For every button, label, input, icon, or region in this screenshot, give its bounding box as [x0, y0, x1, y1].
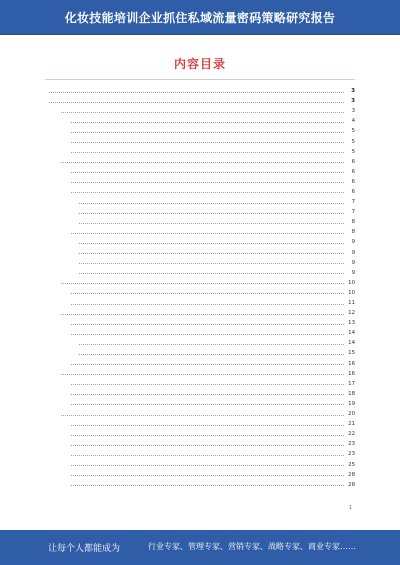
toc-dot-leader — [71, 394, 344, 395]
toc-entry-page: 10 — [348, 289, 355, 296]
toc-entry[interactable] — [45, 167, 355, 177]
toc-dot-leader — [49, 92, 344, 93]
toc-entry-page: 5 — [351, 128, 355, 135]
toc-entry-page: 6 — [351, 188, 355, 195]
toc-dot-leader — [61, 374, 344, 375]
toc-dot-leader — [71, 122, 344, 123]
toc-entry-page: 5 — [351, 148, 355, 155]
toc-entry[interactable] — [45, 217, 355, 227]
toc-dot-leader — [71, 172, 344, 173]
toc-dot-leader — [71, 465, 344, 466]
toc-entry[interactable] — [45, 470, 355, 480]
toc-entry-page: 8 — [351, 229, 355, 236]
toc-entry-page: 23 — [348, 451, 355, 458]
toc-dot-leader — [71, 334, 344, 335]
report-title: 化妆技能培训企业抓住私域流量密码策略研究报告 — [64, 11, 336, 25]
toc-entry-page: 5 — [351, 138, 355, 145]
toc-entry[interactable] — [45, 207, 355, 217]
toc-entry-page: 8 — [351, 219, 355, 226]
page-number: 1 — [348, 505, 352, 511]
toc-entry-page: 3 — [351, 98, 355, 105]
toc-entry[interactable] — [45, 227, 355, 237]
toc-entry-page: 6 — [351, 168, 355, 175]
toc-entry[interactable] — [45, 157, 355, 167]
toc-entry-page: 7 — [351, 209, 355, 216]
toc-entry-page: 9 — [351, 239, 355, 246]
toc-entry[interactable] — [45, 389, 355, 399]
toc-entry-page: 17 — [348, 380, 355, 387]
toc-entry-page: 28 — [348, 481, 355, 488]
toc-dot-leader — [79, 253, 344, 254]
toc-dot-leader — [79, 354, 344, 355]
toc-entry-page: 4 — [351, 118, 355, 125]
toc-dot-leader — [79, 243, 344, 244]
toc-entry[interactable] — [45, 308, 355, 318]
toc-dot-leader — [71, 445, 344, 446]
toc-dot-leader — [71, 455, 344, 456]
toc-entry[interactable] — [45, 268, 355, 278]
toc-entry-page: 28 — [348, 471, 355, 478]
toc-entry[interactable] — [45, 449, 355, 459]
toc-dot-leader — [71, 404, 344, 405]
toc-dot-leader — [71, 304, 344, 305]
toc-entry[interactable] — [45, 419, 355, 429]
toc-entry[interactable] — [45, 126, 355, 136]
toc-entry-page: 15 — [348, 350, 355, 357]
toc-dot-leader — [79, 203, 344, 204]
toc-entry[interactable] — [45, 409, 355, 419]
toc-entry-page: 20 — [348, 411, 355, 418]
toc-dot-leader — [71, 293, 344, 294]
toc-dot-leader — [71, 132, 344, 133]
toc-entry[interactable] — [45, 288, 355, 298]
footer-banner — [0, 530, 400, 565]
toc-entry-page: 6 — [351, 158, 355, 165]
toc-dot-leader — [61, 415, 344, 416]
toc-entry-page: 13 — [348, 320, 355, 327]
toc-entry-page: 22 — [348, 431, 355, 438]
toc-entry[interactable] — [45, 318, 355, 328]
toc-entry-page: 9 — [351, 269, 355, 276]
toc-entry[interactable] — [45, 399, 355, 409]
toc-entry-page: 23 — [348, 441, 355, 448]
toc-dot-leader — [79, 273, 344, 274]
toc-dot-leader — [71, 324, 344, 325]
toc-entry-page: 14 — [348, 340, 355, 347]
toc-entry[interactable] — [45, 298, 355, 308]
toc-entry-page: 16 — [348, 360, 355, 367]
toc-dot-leader — [61, 112, 344, 113]
toc-dot-leader — [49, 102, 344, 103]
footer-tagline: 行业专家、管理专家、营销专家、战略专家、商业专家…… — [148, 542, 356, 551]
toc-entry[interactable] — [45, 328, 355, 338]
toc-entry-page: 9 — [351, 259, 355, 266]
toc-dot-leader — [71, 192, 344, 193]
toc-entry[interactable] — [45, 106, 355, 116]
toc-dot-leader — [71, 475, 344, 476]
toc-entry[interactable] — [45, 248, 355, 258]
toc-dot-leader — [71, 142, 344, 143]
toc-dot-leader — [79, 263, 344, 264]
toc-dot-leader — [79, 213, 344, 214]
toc-entry[interactable] — [45, 258, 355, 268]
toc-entry-page: 6 — [351, 178, 355, 185]
toc-entry-page: 9 — [351, 249, 355, 256]
toc-entry-page: 7 — [351, 199, 355, 206]
toc-dot-leader — [71, 364, 344, 365]
table-of-contents — [45, 86, 355, 490]
header-banner — [0, 0, 400, 34]
toc-entry-page: 3 — [351, 108, 355, 115]
toc-dot-leader — [71, 435, 344, 436]
toc-entry[interactable] — [45, 116, 355, 126]
toc-entry[interactable] — [45, 177, 355, 187]
toc-dot-leader — [61, 283, 344, 284]
toc-entry[interactable] — [45, 348, 355, 358]
toc-entry-page: 3 — [351, 88, 355, 95]
toc-entry[interactable] — [45, 369, 355, 379]
toc-dot-leader — [79, 344, 344, 345]
toc-entry-page: 18 — [348, 390, 355, 397]
toc-divider — [45, 79, 355, 80]
toc-entry[interactable] — [45, 429, 355, 439]
toc-dot-leader — [71, 182, 344, 183]
toc-entry-page: 14 — [348, 330, 355, 337]
toc-entry[interactable] — [45, 237, 355, 247]
toc-entry[interactable] — [45, 147, 355, 157]
toc-entry[interactable] — [45, 459, 355, 469]
toc-heading: 内容目录 — [173, 57, 226, 71]
toc-entry[interactable] — [45, 197, 355, 207]
toc-entry[interactable] — [45, 338, 355, 348]
toc-entry[interactable] — [45, 480, 355, 490]
toc-entry-page: 21 — [348, 421, 355, 428]
toc-entry[interactable] — [45, 136, 355, 146]
toc-entry[interactable] — [45, 439, 355, 449]
footer-slogan: 让每个人都能成为 — [48, 544, 121, 554]
toc-entry-page: 10 — [348, 279, 355, 286]
toc-entry-page: 16 — [348, 370, 355, 377]
toc-dot-leader — [61, 162, 344, 163]
toc-entry[interactable] — [45, 86, 355, 96]
toc-dot-leader — [71, 485, 344, 486]
toc-dot-leader — [71, 152, 344, 153]
toc-dot-leader — [79, 223, 344, 224]
toc-entry[interactable] — [45, 359, 355, 369]
toc-dot-leader — [71, 384, 344, 385]
toc-entry[interactable] — [45, 278, 355, 288]
toc-dot-leader — [71, 233, 344, 234]
toc-entry-page: 11 — [348, 300, 355, 307]
toc-dot-leader — [71, 425, 344, 426]
toc-dot-leader — [61, 314, 344, 315]
toc-entry-page: 19 — [348, 400, 355, 407]
toc-entry[interactable] — [45, 96, 355, 106]
toc-entry-page: 25 — [348, 461, 355, 468]
toc-entry[interactable] — [45, 187, 355, 197]
toc-entry[interactable] — [45, 379, 355, 389]
toc-entry-page: 12 — [348, 310, 355, 317]
